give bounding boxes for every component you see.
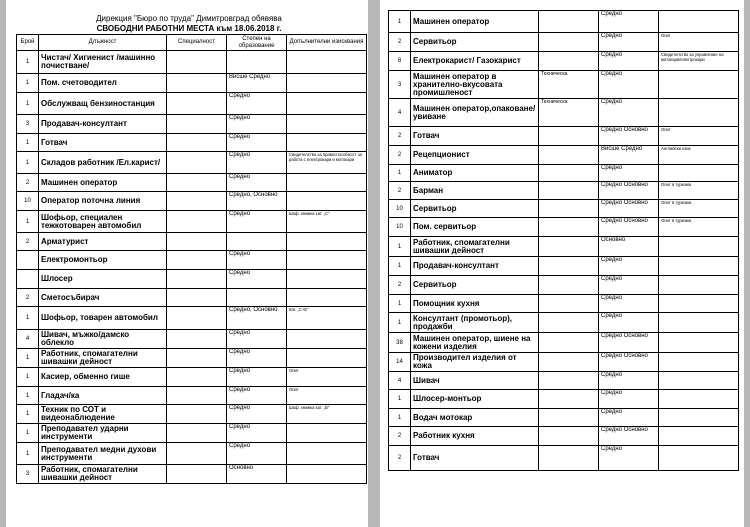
table-row [389, 390, 739, 409]
table-row [389, 313, 739, 333]
cell-education: Основно [599, 237, 659, 257]
cell-requirements: Опит в туризма [659, 182, 739, 200]
cell-position: Работник кухня [411, 427, 539, 446]
cell-requirements [659, 313, 739, 333]
cell-specialty [539, 200, 599, 218]
cell-specialty [539, 165, 599, 182]
cell-count: 2 [389, 127, 411, 146]
cell-education: Средно Основно [599, 333, 659, 353]
table-row [389, 276, 739, 295]
cell-requirements: Опит в туризма [659, 218, 739, 237]
cell-education: Средно Основно [599, 182, 659, 200]
document-header [16, 14, 362, 34]
cell-position: Готвач [411, 446, 539, 471]
cell-position: Работник, спомагателни шивашки дейност [411, 237, 539, 257]
cell-count: 4 [389, 99, 411, 127]
cell-position: Шофьор, специален тежкотоварен автомобил [39, 211, 167, 233]
cell-specialty [539, 33, 599, 52]
cell-education: Средно [599, 71, 659, 99]
cell-specialty: Техническа [539, 71, 599, 99]
cell-count: 2 [389, 427, 411, 446]
table-row [17, 270, 367, 289]
column-header-position: Длъжност [39, 35, 167, 51]
cell-education: Висше Средно [599, 146, 659, 165]
table-row [389, 146, 739, 165]
cell-specialty [539, 390, 599, 409]
cell-count: 1 [17, 424, 39, 443]
cell-specialty [539, 409, 599, 427]
cell-position: Продавач-консултант [411, 257, 539, 276]
cell-position: Преподавател ударни инструменти [39, 424, 167, 443]
table-row [389, 353, 739, 372]
cell-specialty [167, 192, 227, 211]
cell-position: Електрокарист/ Газокарист [411, 52, 539, 71]
right-page [380, 0, 744, 527]
cell-education: Средно [599, 276, 659, 295]
cell-requirements [659, 165, 739, 182]
cell-requirements: Опит в туризма [659, 200, 739, 218]
cell-position: Техник по СОТ и видеонаблюдение [39, 405, 167, 424]
column-header-specialty: Специалност [167, 35, 227, 51]
table-row [389, 99, 739, 127]
table-row [389, 446, 739, 471]
table-row [17, 289, 367, 307]
cell-count: 10 [17, 192, 39, 211]
table-row [17, 330, 367, 349]
cell-specialty [167, 465, 227, 484]
cell-requirements [659, 99, 739, 127]
table-row [17, 233, 367, 251]
cell-requirements: Опит [659, 33, 739, 52]
cell-count: 1 [17, 443, 39, 465]
cell-specialty [539, 353, 599, 372]
table-row [389, 237, 739, 257]
cell-specialty [539, 218, 599, 237]
table-row [17, 368, 367, 387]
cell-count: 1 [17, 134, 39, 152]
cell-position: Готвач [411, 127, 539, 146]
cell-position: Машинен оператор,опаковане/ увиване [411, 99, 539, 127]
cell-position: Барман [411, 182, 539, 200]
cell-education: Средно Основно [599, 218, 659, 237]
cell-requirements [287, 251, 367, 270]
cell-position: Електромонтьор [39, 251, 167, 270]
column-header-requirements: Допълнителни изисквания [287, 35, 367, 51]
cell-requirements [287, 349, 367, 368]
cell-count: 2 [17, 233, 39, 251]
cell-count: 1 [17, 387, 39, 405]
cell-education: Средно [599, 165, 659, 182]
cell-requirements [659, 409, 739, 427]
table-row [389, 372, 739, 390]
cell-specialty [167, 349, 227, 368]
cell-requirements [287, 289, 367, 307]
table-row [389, 427, 739, 446]
cell-education: Средно [599, 99, 659, 127]
cell-count: 38 [389, 333, 411, 353]
table-row [17, 174, 367, 192]
cell-count: 4 [17, 330, 39, 349]
cell-requirements [287, 174, 367, 192]
cell-requirements [659, 295, 739, 313]
cell-education: Средно [227, 387, 287, 405]
left-page [6, 0, 368, 527]
cell-education: Средно [227, 443, 287, 465]
cell-specialty [167, 174, 227, 192]
cell-education: Средно [599, 313, 659, 333]
cell-education: Средно [599, 33, 659, 52]
cell-position: Машинен оператор в хранително-вкусовата промишленост [411, 71, 539, 99]
cell-count: 4 [389, 372, 411, 390]
table-row [17, 405, 367, 424]
cell-requirements [287, 443, 367, 465]
cell-count: 1 [389, 295, 411, 313]
cell-education: Средно [227, 349, 287, 368]
cell-requirements [287, 74, 367, 93]
cell-position: Машинен оператор, шиене на кожени изделия [411, 333, 539, 353]
cell-position: Работник, спомагателни шивашки дейност [39, 465, 167, 484]
cell-position: Рецепционист [411, 146, 539, 165]
table-header-row [17, 35, 367, 51]
cell-requirements [287, 192, 367, 211]
column-header-count: Брой [17, 35, 39, 51]
cell-specialty [539, 372, 599, 390]
cell-requirements [659, 390, 739, 409]
cell-requirements [287, 330, 367, 349]
table-row [17, 192, 367, 211]
cell-education: Висше Средно [227, 74, 287, 93]
cell-education: Средно [227, 211, 287, 233]
cell-education: Средно Основно [599, 427, 659, 446]
cell-position: Чистач/ Хигиенист /машинно почистване/ [39, 51, 167, 74]
cell-requirements [659, 276, 739, 295]
cell-education: Средно [599, 295, 659, 313]
cell-education: Средно [599, 372, 659, 390]
cell-position: Сервитьор [411, 33, 539, 52]
cell-specialty [539, 127, 599, 146]
cell-requirements: Свидетелство за правоспособност за работа с електрокари и мотокари [287, 152, 367, 174]
cell-position: Складов работник /Ел.карист/ [39, 152, 167, 174]
cell-specialty [167, 330, 227, 349]
cell-education: Средно, Основно [227, 192, 287, 211]
table-row [17, 443, 367, 465]
cell-count: 1 [389, 390, 411, 409]
cell-education: Средно [599, 409, 659, 427]
cell-position: Шивач [411, 372, 539, 390]
cell-requirements [659, 333, 739, 353]
cell-count: 10 [389, 218, 411, 237]
cell-education: Средно [227, 330, 287, 349]
cell-specialty [539, 446, 599, 471]
cell-specialty [539, 313, 599, 333]
cell-count [17, 270, 39, 289]
cell-specialty [167, 134, 227, 152]
cell-education: Средно, Основно [227, 307, 287, 330]
cell-count: 2 [389, 146, 411, 165]
cell-education: Средно [227, 93, 287, 115]
cell-requirements: Шоф. книжка кат. „С" [287, 211, 367, 233]
cell-requirements [287, 424, 367, 443]
cell-education: Средно [599, 52, 659, 71]
cell-position: Шивач, мъжко/дамско облекло [39, 330, 167, 349]
table-row [17, 51, 367, 74]
cell-count: 1 [17, 74, 39, 93]
vacancies-table-right [388, 10, 739, 471]
table-row [389, 127, 739, 146]
cell-position: Машинен оператор [411, 11, 539, 33]
table-row [389, 71, 739, 99]
cell-count: 3 [17, 115, 39, 134]
cell-count: 1 [17, 368, 39, 387]
cell-requirements [659, 353, 739, 372]
cell-specialty [539, 182, 599, 200]
cell-count: 2 [389, 182, 411, 200]
cell-position: Пом. счетоводител [39, 74, 167, 93]
table-row [389, 200, 739, 218]
cell-position: Обслужващ бензиностанция [39, 93, 167, 115]
cell-specialty [167, 51, 227, 74]
cell-education: Средно [227, 134, 287, 152]
cell-requirements: Свидетелство за управление на мотокари/електрокари [659, 52, 739, 71]
header-line-2: СВОБОДНИ РАБОТНИ МЕСТА към 18.06.2018 г. [96, 24, 282, 33]
cell-count [17, 251, 39, 270]
cell-position: Шофьор, товарен автомобил [39, 307, 167, 330]
cell-specialty [539, 257, 599, 276]
cell-position: Работник, спомагателни шивашки дейност [39, 349, 167, 368]
table-row [17, 465, 367, 484]
cell-specialty [167, 368, 227, 387]
cell-position: Готвач [39, 134, 167, 152]
cell-requirements: Шоф. книжка кат. „В" [287, 405, 367, 424]
cell-position: Шлосер [39, 270, 167, 289]
cell-position: Гладач/ка [39, 387, 167, 405]
cell-education: Средно Основно [599, 200, 659, 218]
cell-requirements [287, 93, 367, 115]
cell-specialty [539, 146, 599, 165]
cell-education: Средно [599, 390, 659, 409]
cell-count: 1 [17, 93, 39, 115]
table-row [17, 152, 367, 174]
cell-position: Пом. сервитьор [411, 218, 539, 237]
table-row [17, 424, 367, 443]
cell-count: 2 [389, 33, 411, 52]
cell-specialty [167, 74, 227, 93]
cell-specialty [167, 387, 227, 405]
table-row [389, 182, 739, 200]
vacancies-table-left [16, 34, 367, 484]
cell-specialty: Техническа [539, 99, 599, 127]
cell-position: Сервитьор [411, 276, 539, 295]
cell-requirements [287, 134, 367, 152]
cell-requirements [659, 446, 739, 471]
cell-specialty [167, 289, 227, 307]
cell-requirements [287, 115, 367, 134]
cell-position: Шлосер-монтьор [411, 390, 539, 409]
cell-count: 14 [389, 353, 411, 372]
column-header-education: Степен на образование [227, 35, 287, 51]
cell-education: Средно [227, 152, 287, 174]
cell-specialty [167, 211, 227, 233]
cell-specialty [539, 295, 599, 313]
cell-education: Средно [227, 115, 287, 134]
cell-count: 3 [17, 465, 39, 484]
cell-count: 1 [17, 307, 39, 330]
cell-count: 1 [389, 409, 411, 427]
cell-education: Средно Основно [599, 127, 659, 146]
cell-position: Помощник кухня [411, 295, 539, 313]
cell-requirements [659, 257, 739, 276]
cell-requirements: Кат. „С+Е" [287, 307, 367, 330]
cell-education: Средно [599, 257, 659, 276]
cell-count: 1 [389, 237, 411, 257]
header-line-1: Дирекция "Бюро по труда" Димитровград обявява [96, 14, 282, 23]
cell-requirements: Опит [287, 387, 367, 405]
table-row [17, 307, 367, 330]
cell-count: 1 [389, 11, 411, 33]
cell-position: Касиер, обменно гише [39, 368, 167, 387]
cell-count: 1 [17, 211, 39, 233]
cell-education: Основно [227, 465, 287, 484]
cell-requirements: Опит [287, 368, 367, 387]
cell-specialty [539, 427, 599, 446]
cell-specialty [167, 251, 227, 270]
cell-specialty [539, 52, 599, 71]
table-row [17, 74, 367, 93]
cell-position: Машинен оператор [39, 174, 167, 192]
cell-education: Средно [227, 174, 287, 192]
cell-specialty [167, 443, 227, 465]
cell-requirements: Английски език [659, 146, 739, 165]
cell-requirements [287, 51, 367, 74]
cell-count: 1 [17, 51, 39, 74]
table-row [17, 134, 367, 152]
cell-education: Средно [227, 424, 287, 443]
table-row [17, 251, 367, 270]
cell-count: 1 [17, 349, 39, 368]
cell-specialty [167, 307, 227, 330]
cell-specialty [167, 93, 227, 115]
cell-requirements [287, 465, 367, 484]
table-row [389, 11, 739, 33]
cell-count: 2 [389, 446, 411, 471]
cell-position: Сметосъбирач [39, 289, 167, 307]
cell-specialty [167, 233, 227, 251]
cell-specialty [167, 424, 227, 443]
table-row [389, 333, 739, 353]
table-row [389, 52, 739, 71]
cell-specialty [167, 405, 227, 424]
cell-count: 3 [389, 71, 411, 99]
cell-education [227, 289, 287, 307]
table-row [17, 211, 367, 233]
cell-education [227, 51, 287, 74]
cell-education: Средно [599, 446, 659, 471]
cell-count: 1 [17, 405, 39, 424]
cell-count: 1 [389, 165, 411, 182]
table-row [389, 257, 739, 276]
cell-specialty [539, 333, 599, 353]
cell-position: Консултант (промотьор), продажби [411, 313, 539, 333]
cell-requirements [659, 71, 739, 99]
cell-requirements: Опит [659, 127, 739, 146]
cell-position: Преподавател медни духови инструменти [39, 443, 167, 465]
table-row [17, 115, 367, 134]
cell-position: Водач мотокар [411, 409, 539, 427]
cell-count: 1 [389, 313, 411, 333]
cell-requirements [659, 427, 739, 446]
cell-education: Средно Основно [599, 353, 659, 372]
cell-requirements [659, 372, 739, 390]
cell-position: Арматурист [39, 233, 167, 251]
cell-education: Средно [599, 11, 659, 33]
cell-specialty [539, 11, 599, 33]
cell-education [227, 233, 287, 251]
cell-count: 8 [389, 52, 411, 71]
cell-requirements [287, 233, 367, 251]
cell-specialty [167, 152, 227, 174]
cell-position: Производител изделия от кожа [411, 353, 539, 372]
cell-count: 2 [17, 289, 39, 307]
cell-count: 2 [389, 276, 411, 295]
cell-count: 1 [17, 152, 39, 174]
cell-requirements [287, 270, 367, 289]
cell-count: 10 [389, 200, 411, 218]
cell-education: Средно [227, 270, 287, 289]
cell-position: Оператор поточна линия [39, 192, 167, 211]
cell-count: 1 [389, 257, 411, 276]
cell-education: Средно [227, 405, 287, 424]
cell-position: Продавач-консултант [39, 115, 167, 134]
table-row [389, 409, 739, 427]
cell-specialty [167, 270, 227, 289]
cell-education: Средно [227, 251, 287, 270]
cell-requirements [659, 11, 739, 33]
table-row [389, 218, 739, 237]
table-row [17, 349, 367, 368]
cell-specialty [539, 276, 599, 295]
cell-specialty [167, 115, 227, 134]
cell-position: Сервитьор [411, 200, 539, 218]
cell-position: Аниматор [411, 165, 539, 182]
cell-requirements [659, 237, 739, 257]
table-row [17, 93, 367, 115]
cell-specialty [539, 237, 599, 257]
table-row [389, 33, 739, 52]
table-row [17, 387, 367, 405]
table-row [389, 295, 739, 313]
cell-education: Средно [227, 368, 287, 387]
cell-count: 2 [17, 174, 39, 192]
table-row [389, 165, 739, 182]
